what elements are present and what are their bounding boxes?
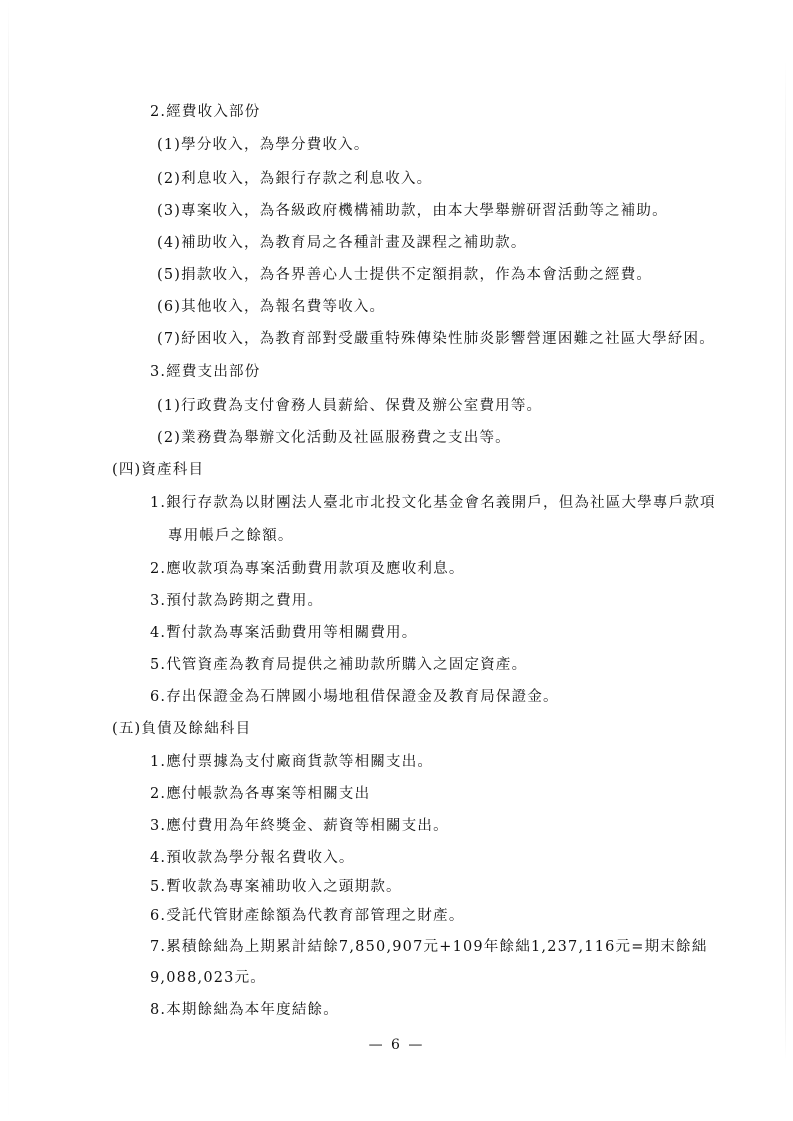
liability-item-8: 8.本期餘絀為本年度結餘。 (150, 1002, 339, 1018)
scan-edge-left (8, 0, 9, 1121)
income-item-1: (1)學分收入，為學分費收入。 (157, 137, 370, 153)
asset-item-6: 6.存出保證金為石牌國小場地租借保證金及教育局保證金。 (150, 689, 559, 705)
asset-item-1: 1.銀行存款為以財團法人臺北市北投文化基金會名義開戶，但為社區大學專戶款項 (150, 495, 716, 511)
liability-item-1: 1.應付票據為支付廠商貨款等相關支出。 (150, 754, 434, 770)
liability-item-6: 6.受託代管財產餘額為代教育部管理之財產。 (150, 908, 465, 924)
income-item-7: (7)紓困收入，為教育部對受嚴重特殊傳染性肺炎影響營運困難之社區大學紓困。 (157, 331, 715, 347)
liability-item-7: 7.累積餘絀為上期累計結餘7,850,907元+109年餘絀1,237,116元=期末餘絀 (150, 939, 708, 955)
heading-liabilities-section: (五)負債及餘絀科目 (112, 721, 252, 737)
liability-item-4: 4.預收款為學分報名費收入。 (150, 850, 355, 866)
asset-item-1-continuation: 專用帳戶之餘額。 (168, 528, 294, 544)
income-item-3: (3)專案收入，為各級政府機構補助款，由本大學舉辦研習活動等之補助。 (157, 203, 668, 219)
page-number: — 6 — (368, 1037, 425, 1053)
heading-expense-section: 3.經費支出部份 (150, 364, 261, 380)
expense-item-2: (2)業務費為舉辦文化活動及社區服務費之支出等。 (157, 430, 511, 446)
heading-income-section: 2.經費收入部份 (150, 104, 261, 120)
liability-item-3: 3.應付費用為年終獎金、薪資等相關支出。 (150, 818, 449, 834)
liability-item-2: 2.應付帳款為各專案等相關支出 (150, 786, 371, 802)
heading-assets-section: (四)資產科目 (112, 462, 205, 478)
asset-item-2: 2.應收款項為專案活動費用款項及應收利息。 (150, 561, 465, 577)
liability-item-5: 5.暫收款為專案補助收入之頭期款。 (150, 879, 402, 895)
asset-item-3: 3.預付款為跨期之費用。 (150, 593, 324, 609)
expense-item-1: (1)行政費為支付會務人員薪給、保費及辦公室費用等。 (157, 398, 543, 414)
asset-item-5: 5.代管資產為教育局提供之補助款所購入之固定資產。 (150, 657, 528, 673)
income-item-6: (6)其他收入，為報名費等收入。 (157, 299, 386, 315)
scan-edge-right (785, 60, 786, 1060)
income-item-5: (5)捐款收入，為各界善心人士提供不定額捐款，作為本會活動之經費。 (157, 267, 653, 283)
income-item-2: (2)利息收入，為銀行存款之利息收入。 (157, 171, 433, 187)
asset-item-4: 4.暫付款為專案活動費用等相關費用。 (150, 625, 418, 641)
income-item-4: (4)補助收入，為教育局之各種計畫及課程之補助款。 (157, 235, 527, 251)
liability-item-7-continuation: 9,088,023元。 (150, 970, 266, 986)
